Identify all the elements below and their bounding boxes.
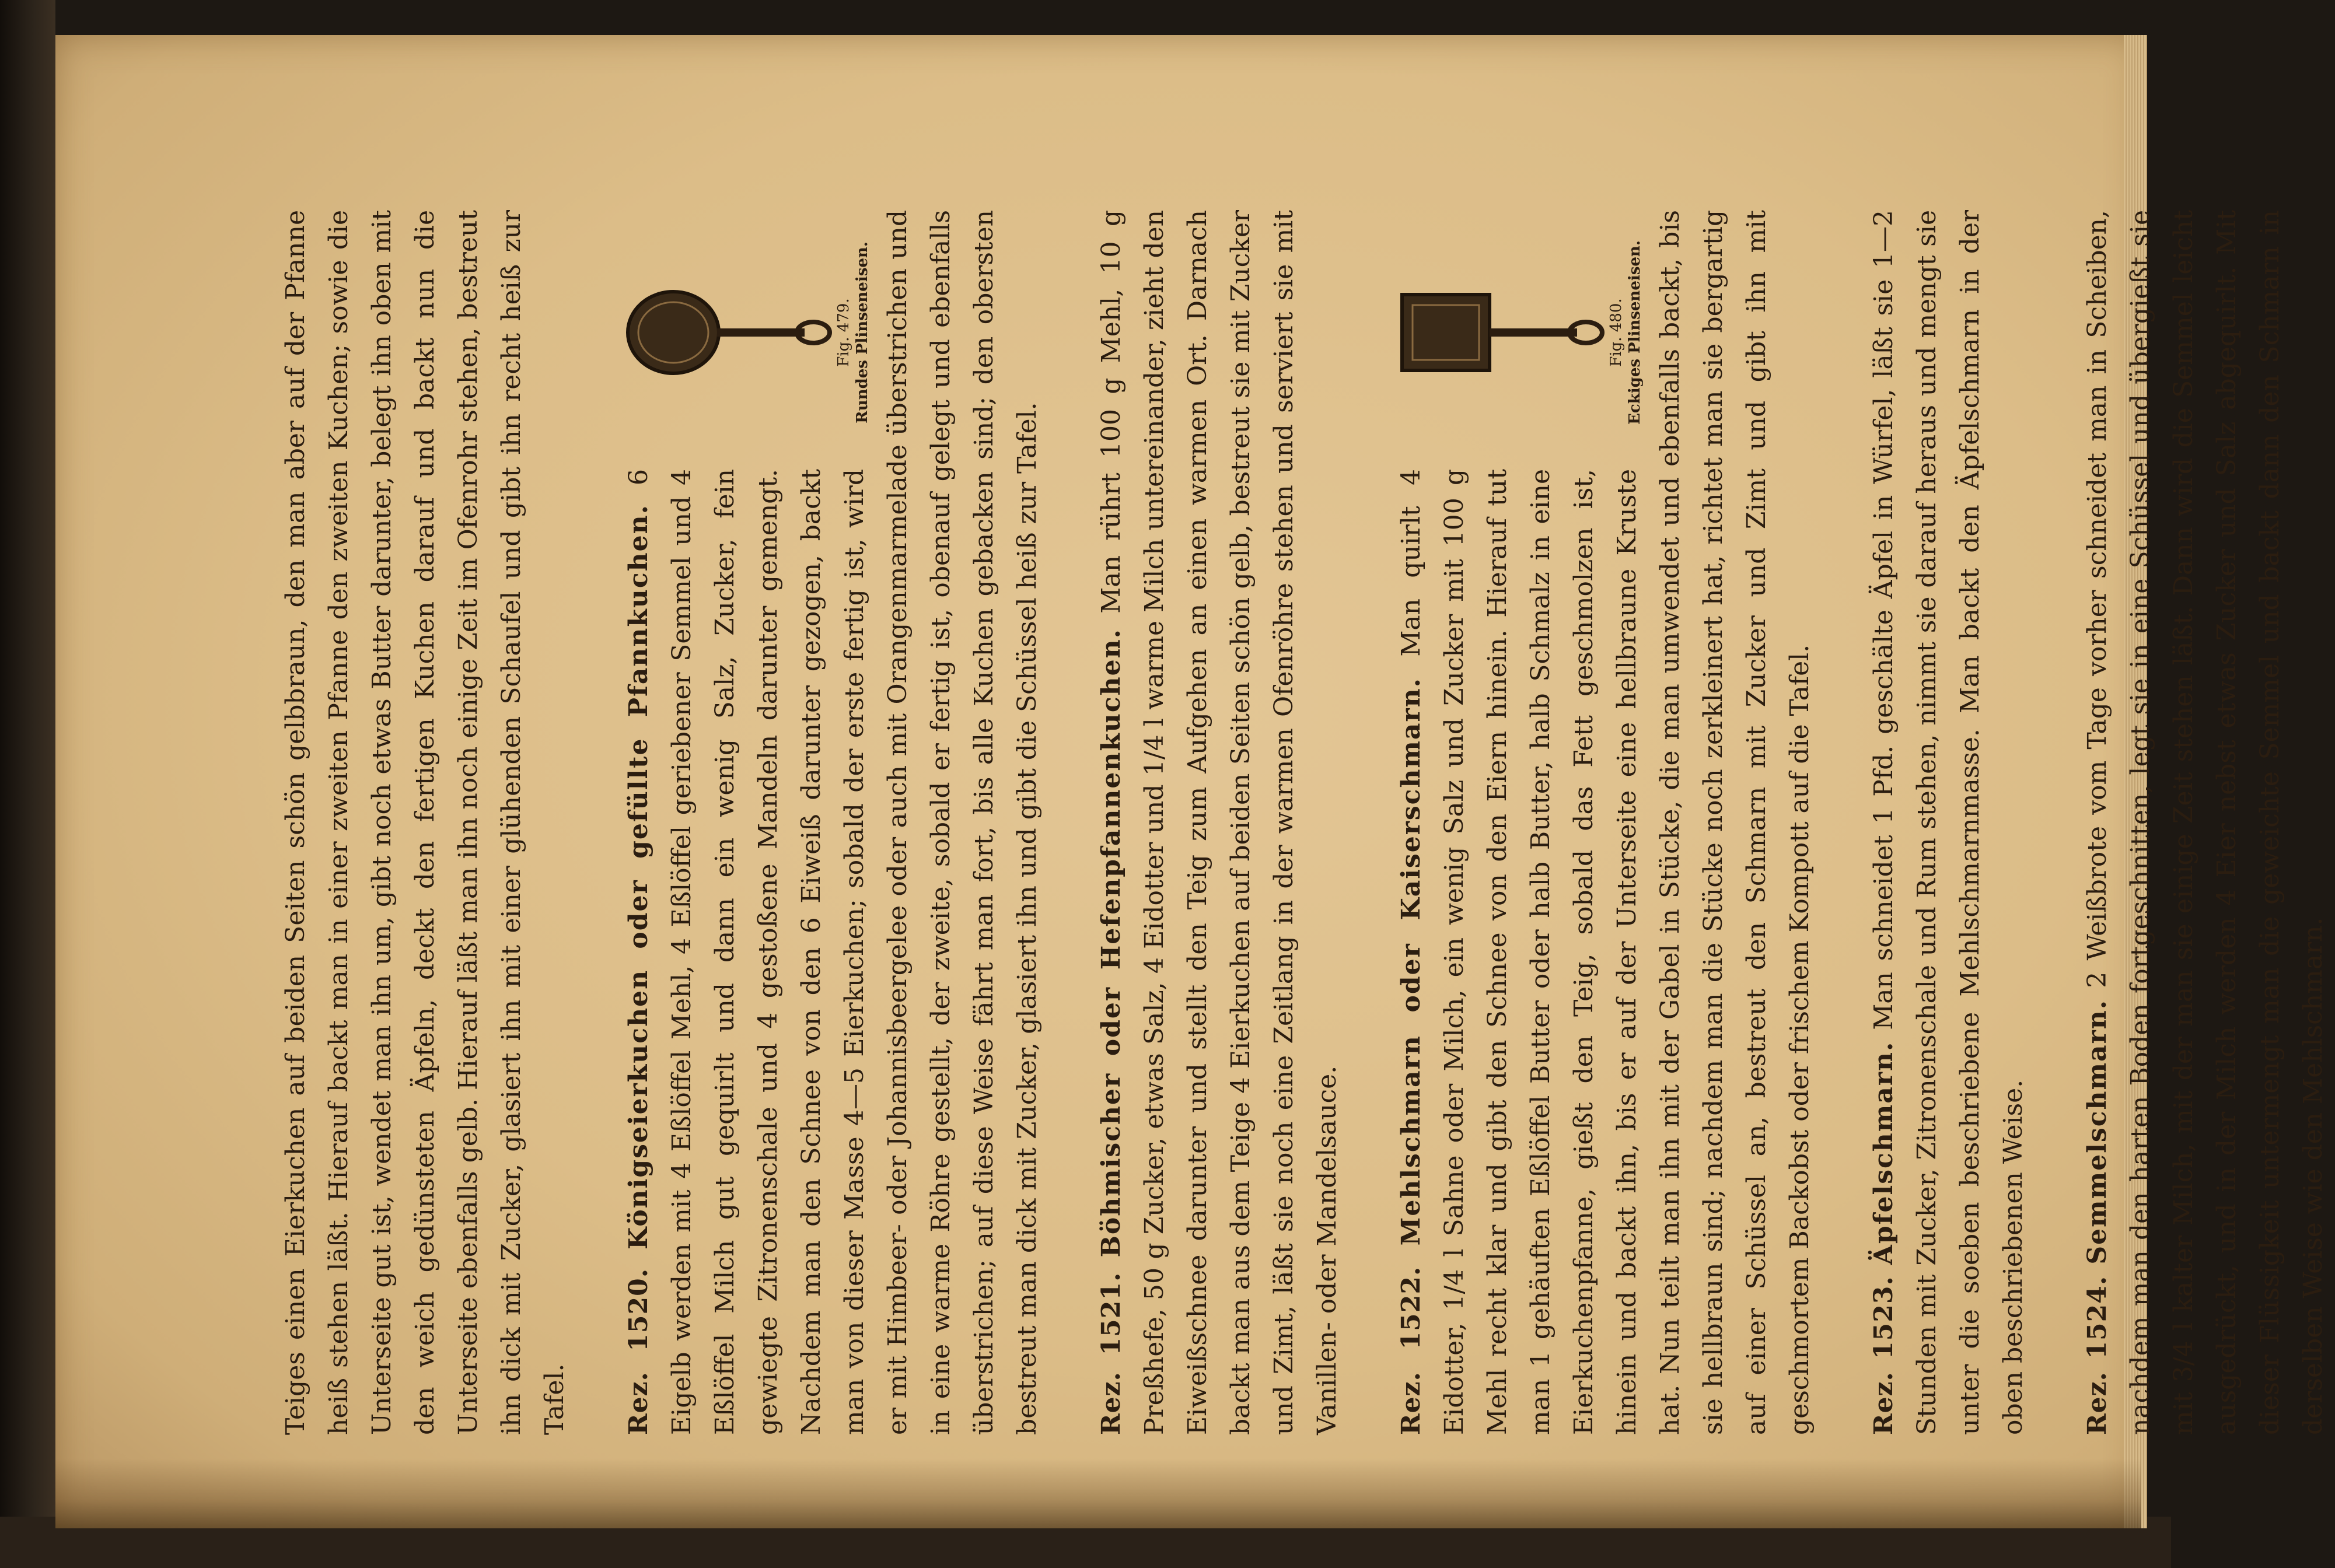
recipe-1522 (1390, 210, 1822, 1435)
recipe-title: Semmelschmarn. (2082, 999, 2112, 1265)
recipe-title: Böhmischer oder Hefenpfannenkuchen. (1096, 628, 1126, 1258)
intro-paragraph: Teiges einen Eierkuchen auf beiden Seiten schön gelbbraun, den man aber auf der Pfanne heiß stehen läßt. Hierauf backt man in einer zweiten Pfanne den zweiten Kuchen; sowie die Unterseite gut ist, wendet man ihn um, gibt noch etwas Butter darunter, belegt ihn oben mit den weich gedünsteten Äpfeln, deckt den fertigen Kuchen darauf und backt nun die Unterseite ebenfalls gelb. Hierauf läßt man ihn noch einige Zeit im Ofenrohr stehen, bestreut ihn dick mit Zucker, glasiert ihn mit einer glühenden Schaufel und gibt ihn recht heiß zur Tafel. (281, 210, 569, 1435)
page-gutter-shadow (55, 1458, 2141, 1528)
recipe-number: Rez. 1524. (2082, 1275, 2112, 1435)
recipe-text: Man rührt 100 g Mehl, 10 g Preßhefe, 50 g Zucker, etwas Salz, 4 Eidotter und 1/4 l warme Milch untereinander, zieht den Eiweißschnee darunter und stellt den Teig zum Aufgehen an einen warmen Ort. Darnach backt man aus dem Teige 4 Eierkuchen auf beiden Seiten schön gelb, bestreut sie mit Zucker und Zimt, läßt sie noch eine Zeitlang in der warmen Ofenröhre stehen und serviert sie mit Vanillen- oder Mandelsauce. (1096, 210, 1342, 1435)
recipe-title: Äpfelschmarn. (1869, 1041, 1899, 1265)
recipe-1521 (1090, 210, 1349, 1435)
recipe-text: 2 Weißbrote vom Tage vorher schneidet man in Scheiben, nachdem man den harten Boden fortgeschnitten, legt sie in eine Schüssel und übergießt sie mit 3/4 l kalter Milch, mit der man sie einige Zeit stehen läßt. Dann wird die Semmel leicht ausgedrückt, und in der Milch werden 4 Eier nebst etwas Zucker und Salz abgequirlt. Mit dieser Flüssigkeit untermengt man die geweichte Semmel und backt dann den Schmarn in derselben Weise wie den Mehlschmarn. (2082, 210, 2328, 1435)
rotated-page-text (210, 210, 2328, 1435)
recipe-text: Man quirlt 4 Eidotter, 1/4 l Sahne oder Milch, ein wenig Salz und Zucker mit 100 g Mehl recht klar und gibt den Schnee von den Eiern hinein. Hierauf tut man 1 gehäuften Eßlöffel Butter oder halb Butter, halb Schmalz in eine Eierkuchenpfanne, gießt den Teig, sobald das Fett geschmolzen ist, hinein und backt ihn, bis er auf der Unterseite eine hellbraune Kruste hat. Nun teilt man ihn mit der Gabel in Stücke, die man umwendet und ebenfalls backt, bis sie hellbraun sind; nachdem man die Stücke noch zerkleinert hat, richtet man sie bergartig auf einer Schüssel an, bestreut den Schmarn mit Zucker und Zimt und gibt ihn mit geschmortem Backobst oder frischem Kompott auf die Tafel. (1396, 210, 1815, 1435)
recipe-title: Königseierkuchen oder gefüllte Pfannkuchen. (624, 504, 653, 1250)
figure-479 (621, 210, 872, 455)
recipe-number: Rez. 1523. (1869, 1276, 1899, 1435)
recipe-text: Man schneidet 1 Pfd. geschälte Äpfel in Würfel, läßt sie 1—2 Stunden mit Zucker, Zitronenschale und Rum stehen, nimmt sie darauf heraus und mengt sie unter die soeben beschriebene Mehlschmarnmasse. Man backt den Äpfelschmarn in der oben beschriebenen Weise. (1869, 210, 2028, 1435)
figure-479-name: Rundes Plinseneisen. (854, 242, 871, 424)
recipe-title: Mehlschmarn oder Kaiserschmarn. (1396, 677, 1426, 1246)
recipe-number: Rez. 1520. (624, 1268, 653, 1435)
recipe-1524 (2076, 210, 2335, 1435)
figure-480-caption: Fig. 480. (1607, 298, 1625, 367)
book-binding (0, 0, 55, 1568)
square-pan-icon (1393, 283, 1603, 382)
figure-480 (1393, 210, 1644, 455)
recipe-number: Rez. 1521. (1096, 1272, 1126, 1435)
recipe-1520 (617, 210, 1049, 1435)
recipe-text: 6 Eigelb werden mit 4 Eßlöffel Mehl, 4 Eßlöffel geriebener Semmel und 4 Eßlöffel Milch gut gequirlt und dann ein wenig Salz, Zucker, fein gewiegte Zitronenschale und 4 gestoßene Mandeln darunter gemengt. Nachdem man den Schnee von den 6 Eiweiß darunter gezogen, backt man von dieser Masse 4—5 Eierkuchen; sobald der erste fertig ist, wird er mit Himbeer- oder Johannisbeergelee oder auch mit Orangenmarmelade überstrichen und in eine warme Röhre gestellt, der zweite, sobald er fertig ist, obenauf gelegt und ebenfalls überstrichen; auf diese Weise fährt man fort, bis alle Kuchen gebacken sind; den obersten bestreut man dick mit Zucker, glasiert ihn und gibt die Schüssel heiß zur Tafel. (624, 210, 1042, 1435)
recipe-1523 (1862, 210, 2035, 1435)
figure-479-caption: Fig. 479. (835, 298, 852, 367)
round-pan-icon (621, 283, 831, 382)
figure-480-name: Eckiges Plinseneisen. (1626, 240, 1644, 425)
recipe-number: Rez. 1522. (1396, 1266, 1426, 1435)
